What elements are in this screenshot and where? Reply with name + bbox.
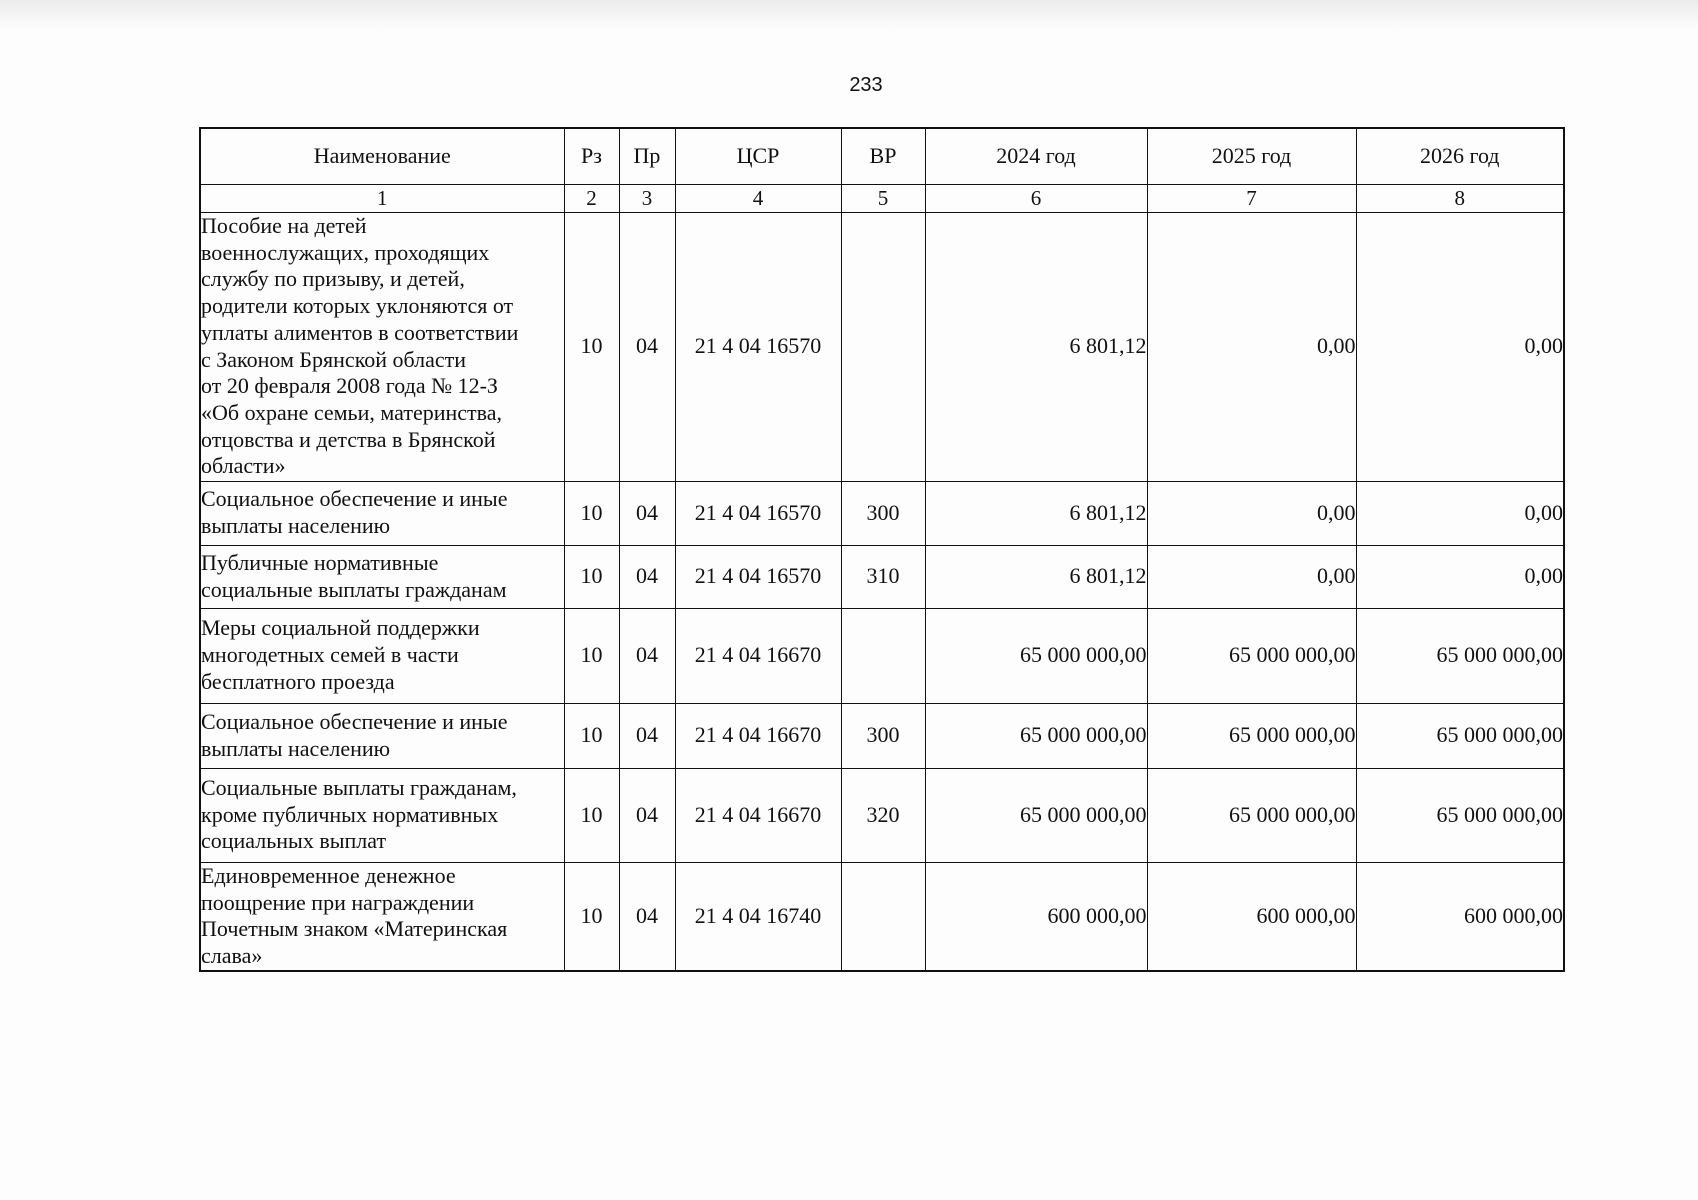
cell-vr: 320 [841, 768, 925, 862]
column-number: 8 [1356, 184, 1564, 212]
cell-rz: 10 [564, 768, 619, 862]
header-vr: ВР [841, 128, 925, 184]
cell-2026: 600 000,00 [1356, 862, 1564, 971]
cell-rz: 10 [564, 608, 619, 703]
header-name: Наименование [200, 128, 564, 184]
column-number: 5 [841, 184, 925, 212]
cell-2024: 6 801,12 [925, 545, 1147, 608]
table-row [200, 768, 1564, 862]
scan-edge [0, 0, 1698, 30]
cell-name: Меры социальной поддержки многодетных семей в части бесплатного проезда [200, 608, 564, 703]
cell-2026: 0,00 [1356, 545, 1564, 608]
cell-2024: 65 000 000,00 [925, 768, 1147, 862]
table-row [200, 545, 1564, 608]
budget-table [199, 127, 1565, 972]
column-number: 7 [1147, 184, 1356, 212]
cell-name: Публичные нормативные социальные выплаты гражданам [200, 545, 564, 608]
cell-rz: 10 [564, 703, 619, 768]
cell-csr: 21 4 04 16670 [675, 703, 841, 768]
header-2026: 2026 год [1356, 128, 1564, 184]
cell-2025: 65 000 000,00 [1147, 768, 1356, 862]
table-row [200, 862, 1564, 971]
cell-rz: 10 [564, 862, 619, 971]
cell-vr: 310 [841, 545, 925, 608]
cell-2026: 65 000 000,00 [1356, 703, 1564, 768]
cell-2026: 0,00 [1356, 481, 1564, 545]
cell-2024: 6 801,12 [925, 212, 1147, 481]
header-2025: 2025 год [1147, 128, 1356, 184]
cell-vr [841, 212, 925, 481]
cell-2024: 6 801,12 [925, 481, 1147, 545]
cell-2026: 0,00 [1356, 212, 1564, 481]
cell-name: Пособие на детей военнослужащих, проходящих службу по призыву, и детей, родители которых уклоняются от уплаты алиментов в соответствии с Законом Брянской области от 20 февраля 2008 года № 12-З «Об охране семьи, материнства, отцовства и детства в Брянской области» [200, 212, 564, 481]
cell-2025: 65 000 000,00 [1147, 703, 1356, 768]
cell-pr: 04 [619, 703, 675, 768]
cell-2026: 65 000 000,00 [1356, 768, 1564, 862]
cell-vr: 300 [841, 481, 925, 545]
table-row [200, 608, 1564, 703]
cell-2024: 65 000 000,00 [925, 703, 1147, 768]
cell-csr: 21 4 04 16570 [675, 545, 841, 608]
table-row [200, 212, 1564, 481]
cell-csr: 21 4 04 16670 [675, 608, 841, 703]
header-2024: 2024 год [925, 128, 1147, 184]
cell-2025: 0,00 [1147, 545, 1356, 608]
cell-pr: 04 [619, 212, 675, 481]
cell-csr: 21 4 04 16570 [675, 481, 841, 545]
column-number: 4 [675, 184, 841, 212]
cell-2025: 0,00 [1147, 212, 1356, 481]
cell-csr: 21 4 04 16740 [675, 862, 841, 971]
cell-name: Социальное обеспечение и иные выплаты населению [200, 703, 564, 768]
cell-2024: 600 000,00 [925, 862, 1147, 971]
table-row [200, 703, 1564, 768]
header-row [200, 128, 1564, 184]
cell-pr: 04 [619, 545, 675, 608]
cell-csr: 21 4 04 16670 [675, 768, 841, 862]
header-csr: ЦСР [675, 128, 841, 184]
cell-name: Единовременное денежное поощрение при награждении Почетным знаком «Материнская слава» [200, 862, 564, 971]
cell-2025: 0,00 [1147, 481, 1356, 545]
cell-pr: 04 [619, 862, 675, 971]
cell-rz: 10 [564, 545, 619, 608]
cell-name: Социальное обеспечение и иные выплаты населению [200, 481, 564, 545]
cell-name: Социальные выплаты гражданам, кроме публичных нормативных социальных выплат [200, 768, 564, 862]
cell-2025: 600 000,00 [1147, 862, 1356, 971]
cell-pr: 04 [619, 608, 675, 703]
column-number: 2 [564, 184, 619, 212]
column-numbers-row [200, 184, 1564, 212]
table-row [200, 481, 1564, 545]
header-rz: Рз [564, 128, 619, 184]
column-number: 1 [200, 184, 564, 212]
cell-csr: 21 4 04 16570 [675, 212, 841, 481]
cell-2024: 65 000 000,00 [925, 608, 1147, 703]
page-number: 233 [849, 74, 883, 96]
cell-vr [841, 608, 925, 703]
cell-vr [841, 862, 925, 971]
table-body [200, 184, 1564, 971]
column-number: 6 [925, 184, 1147, 212]
cell-pr: 04 [619, 481, 675, 545]
cell-pr: 04 [619, 768, 675, 862]
cell-vr: 300 [841, 703, 925, 768]
cell-rz: 10 [564, 212, 619, 481]
cell-rz: 10 [564, 481, 619, 545]
cell-2026: 65 000 000,00 [1356, 608, 1564, 703]
header-pr: Пр [619, 128, 675, 184]
cell-2025: 65 000 000,00 [1147, 608, 1356, 703]
column-number: 3 [619, 184, 675, 212]
